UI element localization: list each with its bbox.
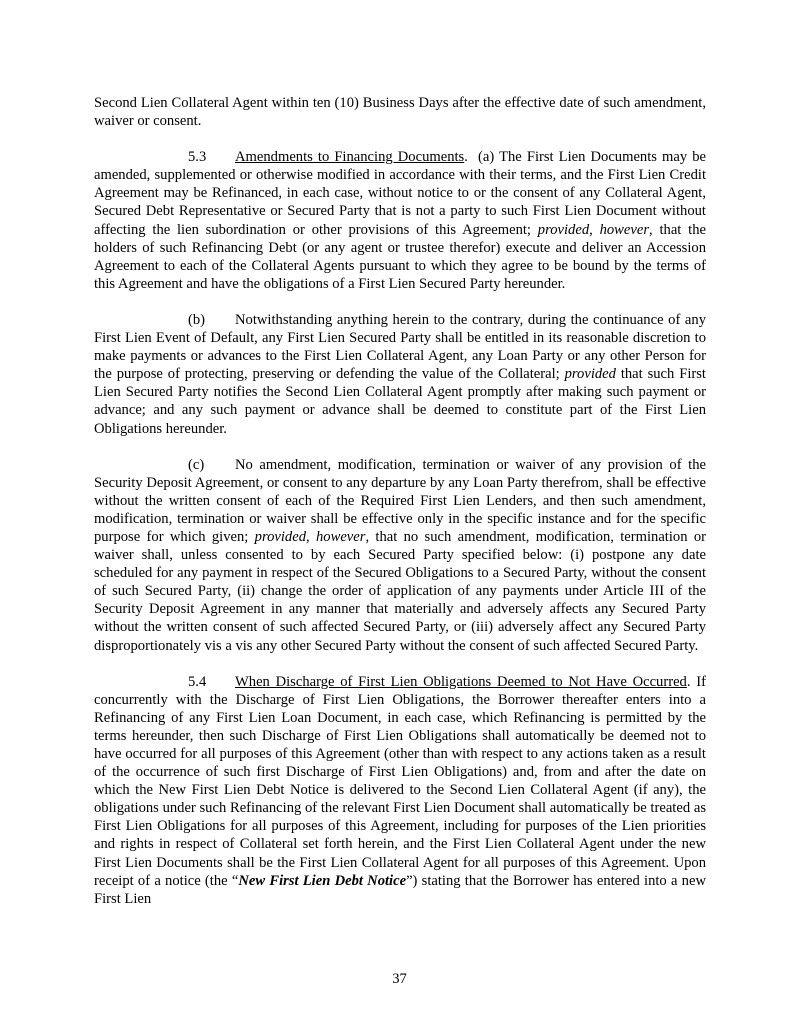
section-5-3-paragraph-b	[94, 311, 706, 438]
intro-text: Second Lien Collateral Agent within ten (10) Business Days after the effective date of such amendment, waiver or consent.	[94, 95, 706, 130]
clause-b-text-2: that such First Lien Secured Party notifies the Second Lien Collateral Agent promptly after making such payment or advance; and any such payment or advance shall be deemed to constitute part of the First Lien Obligations hereunder.	[94, 366, 706, 437]
clause-b-label: (b)	[188, 311, 206, 328]
provided-term: provided	[537, 221, 590, 238]
page-number: 37	[392, 971, 407, 987]
defined-term-new-first-lien-debt-notice: New First Lien Debt Notice	[238, 872, 407, 889]
clause-b-text: Notwithstanding anything herein to the contrary, during the continuance of any First Lien Event of Default, any First Lien Secured Party shall be entitled in its reasonable discretion to make payments or advances to the First Lien Collateral Agent, any Loan Party or any other Person for the purpose of protecting, preserving or defending the value of the Collateral;	[94, 311, 706, 383]
clause-b-provided-term: provided	[564, 366, 616, 383]
document-page	[94, 94, 706, 926]
section-5-4-number: 5.4	[188, 673, 207, 690]
section-5-4-text-2: ”) stating that the Borrower has entered into a new First Lien	[94, 872, 706, 907]
section-5-4-heading: When Discharge of First Lien Obligations Deemed to Not Have Occurred	[235, 673, 687, 690]
clause-c-provided-term: provided	[254, 528, 307, 545]
intro-paragraph	[94, 94, 706, 130]
section-5-3-paragraph-a: 5.3 Amendments to Financing Documents. (a) The First Lien Documents may be amended, supplemented or otherwise modified in accordance with their terms, and the First Lien Credit Agreement may be Refinanced, in each case, without notice to or the consent of any Collateral Agent, Secured Debt Representative or Secured Party that is not a party to such First Lien Document without affecting the lien subordination or other provisions of this Agreement; provided, however, that the holders of such Refinancing Debt (or any agent or trustee therefor) execute and deliver an Accession Agreement to each of the Collateral Agents pursuant to which they agree to be bound by the terms of this Agreement and have the obligations of a First Lien Secured Party hereunder.	[94, 149, 706, 292]
section-5-4-text: If concurrently with the Discharge of First Lien Obligations, the Borrower thereafter enters into a Refinancing of any First Lien Loan Document, in each case, which Refinancing is permitted by the terms hereunder, then such Discharge of First Lien Obligations shall automatically be deemed not to have occurred for all purposes of this Agreement (other than with respect to any actions taken as a result of the occurrence of such first Discharge of First Lien Obligations) and, from and after the date on which the New First Lien Debt Notice is delivered to the Second Lien Collateral Agent (if any), the obligations under such Refinancing of the relevant First Lien Document shall automatically be treated as First Lien Obligations for all purposes of this Agreement, including for purposes of the Lien priorities and rights in respect of Collateral set forth herein, and the First Lien Collateral Agent under the new First Lien Documents shall be the First Lien Collateral Agent for all purposes of this Agreement. Upon receipt of a notice (the “	[94, 673, 706, 889]
section-5-3-number: 5.3	[188, 149, 207, 166]
clause-a-label: (a)	[478, 149, 495, 166]
section-5-3-paragraph-c: (c) No amendment, modification, termination or waiver of any provision of the Security Deposit Agreement, or consent to any departure by any Loan Party therefrom, shall be effective without the written consent of each of the Required First Lien Lenders, and then such amendment, modification, termination or waiver shall be effective only in the specific instance and for the specific purpose for which given; provided, however, that no such amendment, modification, termination or waiver shall, unless consented to by each Secured Party specified below: (i) postpone any date scheduled for any payment in respect of the Secured Obligations to a Secured Party, without the consent of such Secured Party, (ii) change the order of application of any payments under Article III of the Security Deposit Agreement in any manner that materially and adversely affects any Secured Party without the written consent of such affected Secured Party, or (iii) adversely affect any Secured Party disproportionately vis a vis any other Secured Party without the consent of such affected Secured Party.	[94, 456, 706, 654]
clause-c-text-2: , that no such amendment, modification, termination or waiver shall, unless consented to by each Secured Party specified below: (i) postpone any date scheduled for any payment in respect of the Secured Obligations to a Secured Party, without the consent of such Secured Party, (ii) change the order of application of any payments under Article III of the Security Deposit Agreement in any manner that materially and adversely affects any Secured Party without the written consent of such affected Secured Party, or (iii) adversely affect any Secured Party disproportionately vis a vis any other Secured Party without the consent of such affected Secured Party.	[94, 528, 706, 654]
clause-c-text: No amendment, modification, termination or waiver of any provision of the Security Deposit Agreement, or consent to any departure by any Loan Party therefrom, shall be effective without the written consent of each of the Required First Lien Lenders, and then such amendment, modification, termination or waiver shall be effective only in the specific instance and for the specific purpose for which given;	[94, 456, 706, 545]
clause-a-text-2: , that the holders of such Refinancing Debt (or any agent or trustee therefor) execute and deliver an Accession Agreement to each of the Collateral Agents pursuant to which they agree to be bound by the terms of this Agreement and have the obligations of a First Lien Secured Party hereunder.	[94, 221, 706, 292]
section-5-4-paragraph: 5.4 When Discharge of First Lien Obligations Deemed to Not Have Occurred. If concurrently with the Discharge of First Lien Obligations, the Borrower thereafter enters into a Refinancing of any First Lien Loan Document, in each case, which Refinancing is permitted by the terms hereunder, then such Discharge of First Lien Obligations shall automatically be deemed not to have occurred for all purposes of this Agreement (other than with respect to any actions taken as a result of the occurrence of such first Discharge of First Lien Obligations) and, from and after the date on which the New First Lien Debt Notice is delivered to the Second Lien Collateral Agent (if any), the obligations under such Refinancing of the relevant First Lien Document shall automatically be treated as First Lien Obligations for all purposes of this Agreement, including for purposes of the Lien priorities and rights in respect of Collateral set forth herein, and the First Lien Collateral Agent under the new First Lien Documents shall be the First Lien Collateral Agent for all purposes of this Agreement. Upon receipt of a notice (the “New First Lien Debt Notice”) stating that the Borrower has entered into a new First Lien	[94, 673, 706, 907]
section-5-3-heading: Amendments to Financing Documents	[235, 149, 465, 166]
clause-c-however-term: however	[316, 528, 366, 545]
clause-c-label: (c)	[188, 456, 205, 473]
clause-a-text: The First Lien Documents may be amended, supplemented or otherwise modified in accordance with their terms, and the First Lien Credit Agreement may be Refinanced, in each case, without notice to or the consent of any Collateral Agent, Secured Debt Representative or Secured Party that is not a party to such First Lien Document without affecting the lien subordination or other provisions of this Agreement;	[94, 149, 706, 238]
however-term: however	[599, 221, 650, 238]
